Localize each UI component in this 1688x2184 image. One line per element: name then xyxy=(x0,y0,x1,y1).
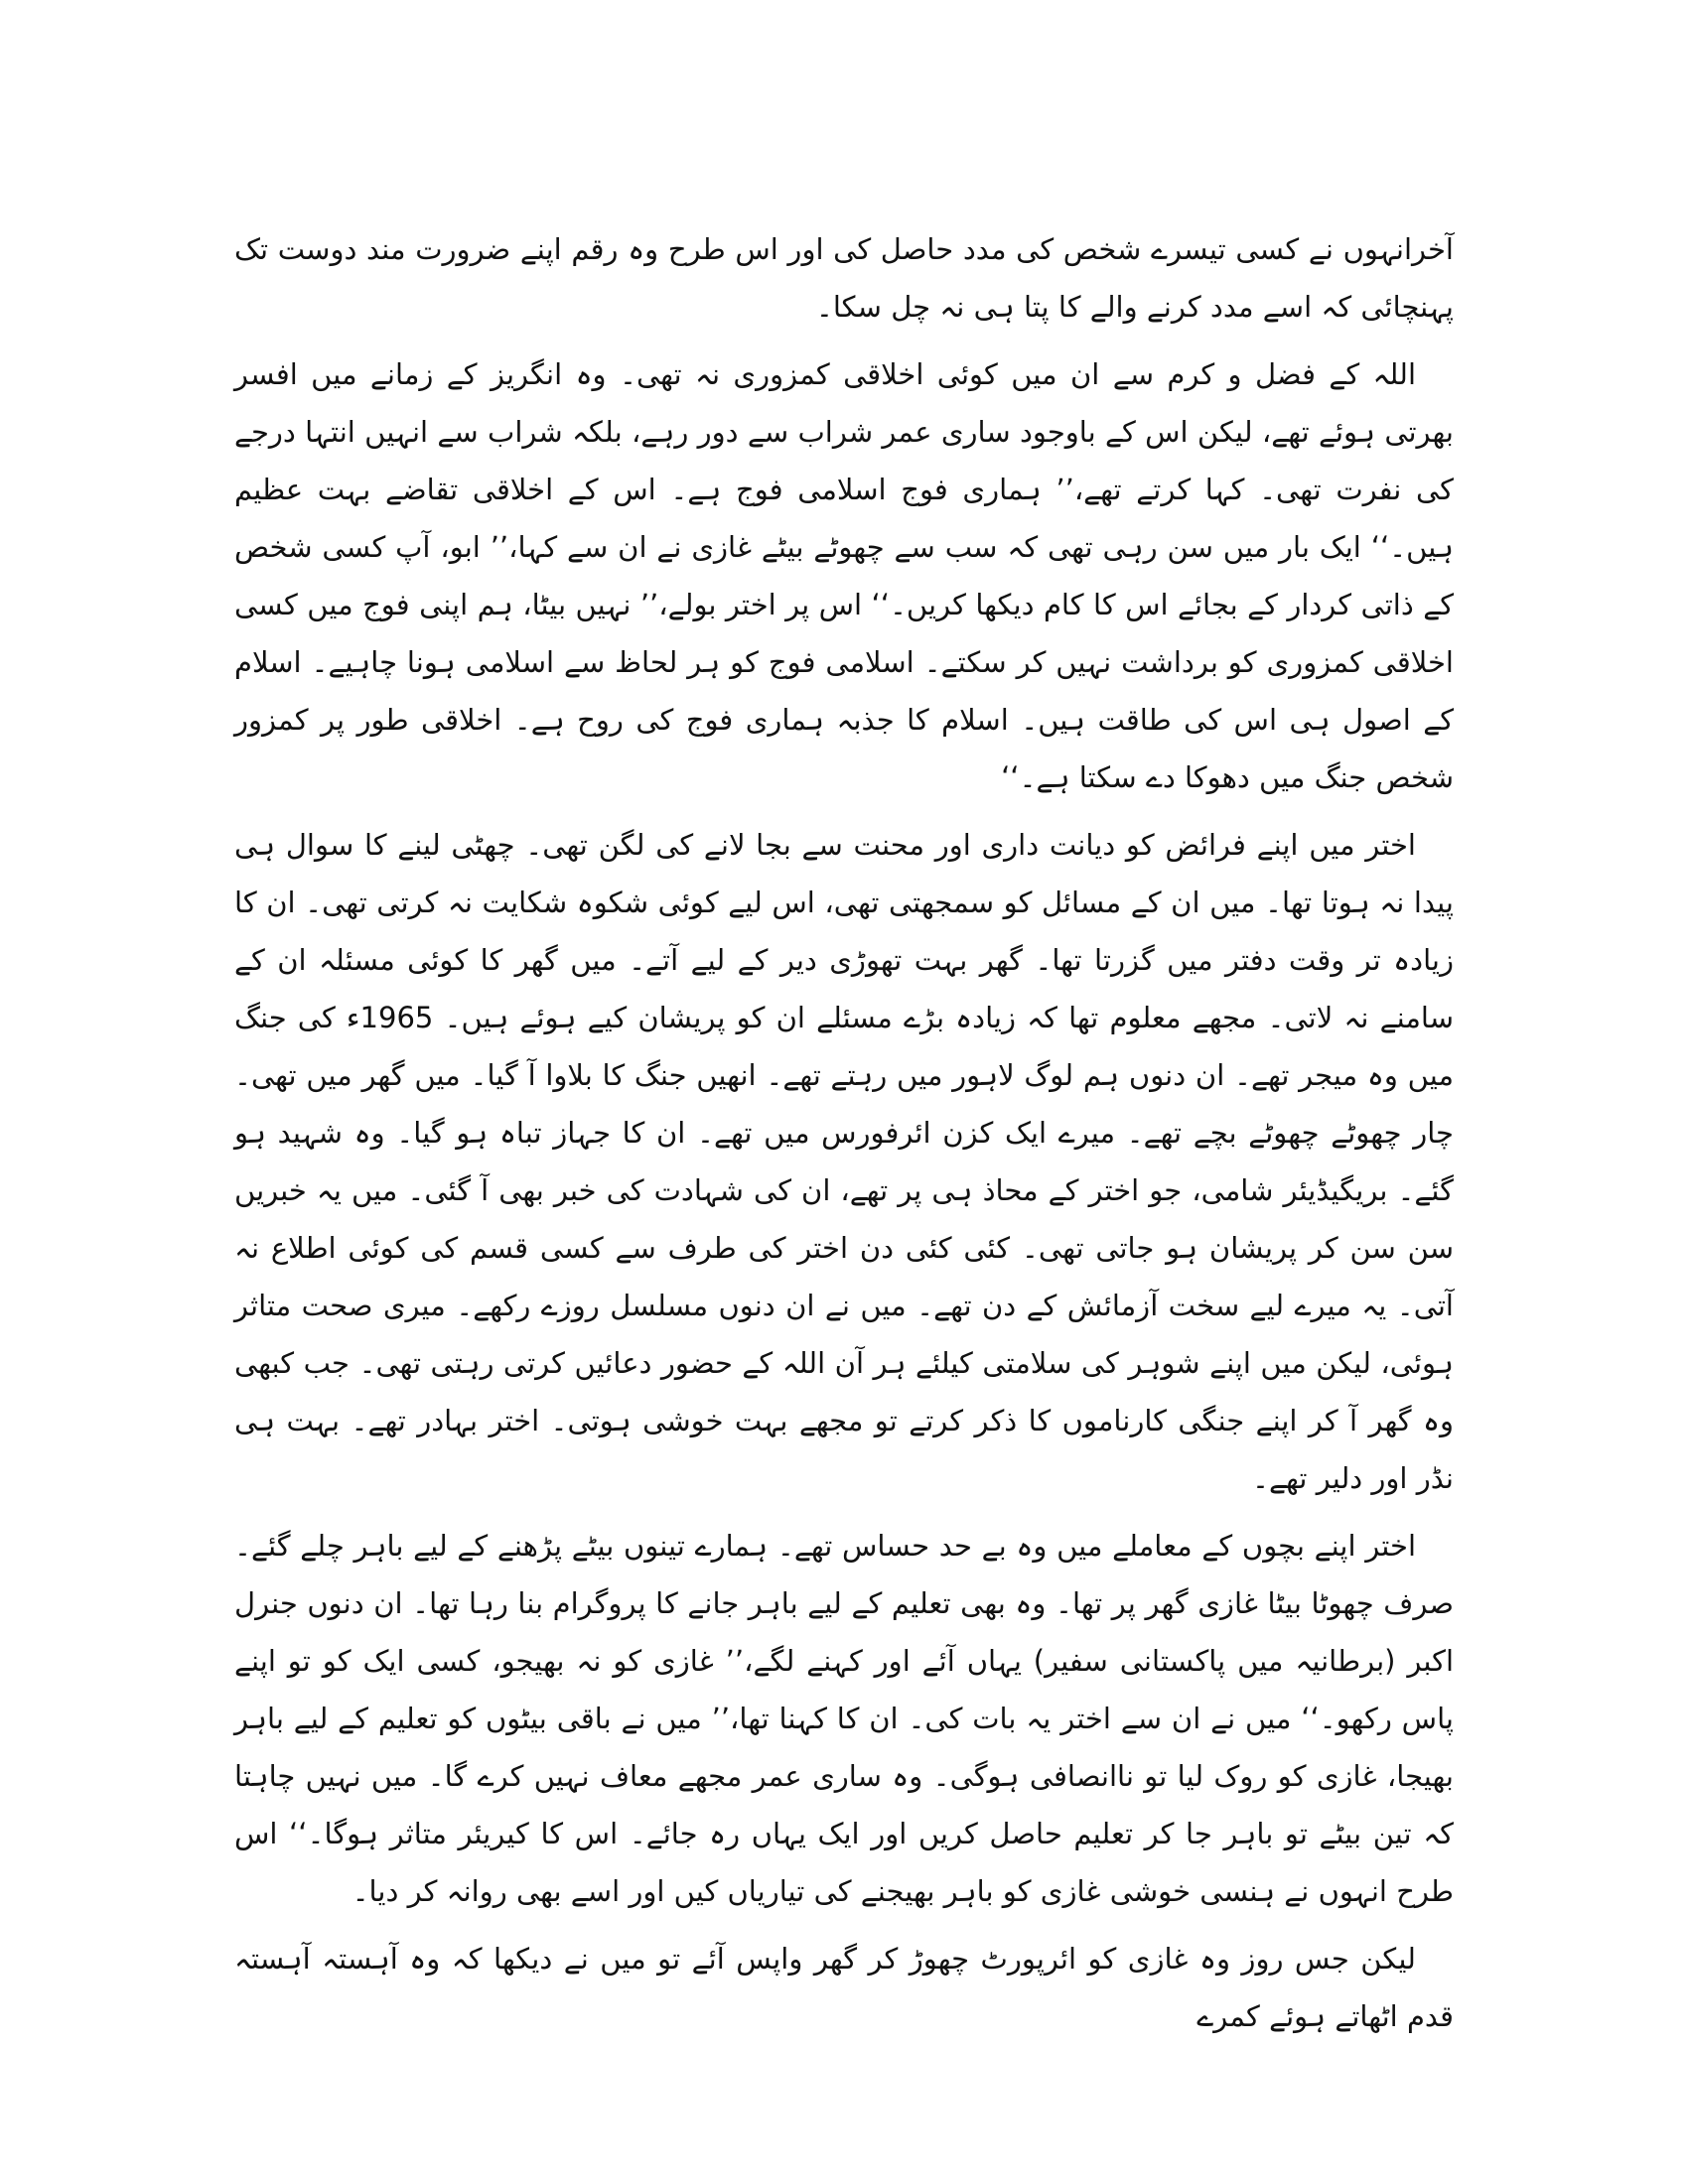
document-body xyxy=(234,220,1454,2045)
paragraph-5: لیکن جس روز وہ غازی کو ائرپورٹ چھوڑ کر گھر واپس آئے تو میں نے دیکھا کہ وہ آہستہ آہستہ قدم اٹھاتے ہوئے کمرے xyxy=(234,1942,1454,2033)
paragraph-2: اللہ کے فضل و کرم سے ان میں کوئی اخلاقی کمزوری نہ تھی۔ وہ انگریز کے زمانے میں افسر بھرتی ہوئے تھے، لیکن اس کے باوجود ساری عمر شراب سے دور رہے، بلکہ شراب سے انہیں انتہا درجے کی نفرت تھی۔ کہا کرتے تھے،’’ ہماری فوج اسلامی فوج ہے۔ اس کے اخلاقی تقاضے بہت عظیم ہیں۔‘‘ ایک بار میں سن رہی تھی کہ سب سے چھوٹے بیٹے غازی نے ان سے کہا،’’ ابو، آپ کسی شخص کے ذاتی کردار کے بجائے اس کا کام دیکھا کریں۔‘‘ اس پر اختر بولے،’’ نہیں بیٹا، ہم اپنی فوج میں کسی اخلاقی کمزوری کو برداشت نہیں کر سکتے۔ اسلامی فوج کو ہر لحاظ سے اسلامی ہونا چاہیے۔ اسلام کے اصول ہی اس کی طاقت ہیں۔ اسلام کا جذبہ ہماری فوج کی روح ہے۔ اخلاقی طور پر کمزور شخص جنگ میں دھوکا دے سکتا ہے۔‘‘ xyxy=(234,357,1454,794)
paragraph-4: اختر اپنے بچوں کے معاملے میں وہ بے حد حساس تھے۔ ہمارے تینوں بیٹے پڑھنے کے لیے باہر چلے گئے۔ صرف چھوٹا بیٹا غازی گھر پر تھا۔ وہ بھی تعلیم کے لیے باہر جانے کا پروگرام بنا رہا تھا۔ ان دنوں جنرل اکبر (برطانیہ میں پاکستانی سفیر) یہاں آئے اور کہنے لگے،’’ غازی کو نہ بھیجو، کسی ایک کو تو اپنے پاس رکھو۔‘‘ میں نے ان سے اختر یہ بات کی۔ ان کا کہنا تھا،’’ میں نے باقی بیٹوں کو تعلیم کے لیے باہر بھیجا، غازی کو روک لیا تو ناانصافی ہوگی۔ وہ ساری عمر مجھے معاف نہیں کرے گا۔ میں نہیں چاہتا کہ تین بیٹے تو باہر جا کر تعلیم حاصل کریں اور ایک یہاں رہ جائے۔ اس کا کیریئر متاثر ہوگا۔‘‘ اس طرح انہوں نے ہنسی خوشی غازی کو باہر بھیجنے کی تیاریاں کیں اور اسے بھی روانہ کر دیا۔ xyxy=(234,1529,1454,1908)
paragraph-1: آخرانہوں نے کسی تیسرے شخص کی مدد حاصل کی اور اس طرح وہ رقم اپنے ضرورت مند دوست تک پہنچائی کہ اسے مدد کرنے والے کا پتا ہی نہ چل سکا۔ xyxy=(234,232,1454,324)
paragraph-3: اختر میں اپنے فرائض کو دیانت داری اور محنت سے بجا لانے کی لگن تھی۔ چھٹی لینے کا سوال ہی پیدا نہ ہوتا تھا۔ میں ان کے مسائل کو سمجھتی تھی، اس لیے کوئی شکوہ شکایت نہ کرتی تھی۔ ان کا زیادہ تر وقت دفتر میں گزرتا تھا۔ گھر بہت تھوڑی دیر کے لیے آتے۔ میں گھر کا کوئی مسئلہ ان کے سامنے نہ لاتی۔ مجھے معلوم تھا کہ زیادہ بڑے مسئلے ان کو پریشان کیے ہوئے ہیں۔ 1965ء کی جنگ میں وہ میجر تھے۔ ان دنوں ہم لوگ لاہور میں رہتے تھے۔ انھیں جنگ کا بلاوا آ گیا۔ میں گھر میں تھی۔ چار چھوٹے چھوٹے بچے تھے۔ میرے ایک کزن ائرفورس میں تھے۔ ان کا جہاز تباہ ہو گیا۔ وہ شہید ہو گئے۔ بریگیڈیئر شامی، جو اختر کے محاذ ہی پر تھے، ان کی شہادت کی خبر بھی آ گئی۔ میں یہ خبریں سن سن کر پریشان ہو جاتی تھی۔ کئی کئی دن اختر کی طرف سے کسی قسم کی کوئی اطلاع نہ آتی۔ یہ میرے لیے سخت آزمائش کے دن تھے۔ میں نے ان دنوں مسلسل روزے رکھے۔ میری صحت متاثر ہوئی، لیکن میں اپنے شوہر کی سلامتی کیلئے ہر آن اللہ کے حضور دعائیں کرتی رہتی تھی۔ جب کبھی وہ گھر آ کر اپنے جنگی کارناموں کا ذکر کرتے تو مجھے بہت خوشی ہوتی۔ اختر بہادر تھے۔ بہت ہی نڈر اور دلیر تھے۔ xyxy=(234,828,1454,1495)
